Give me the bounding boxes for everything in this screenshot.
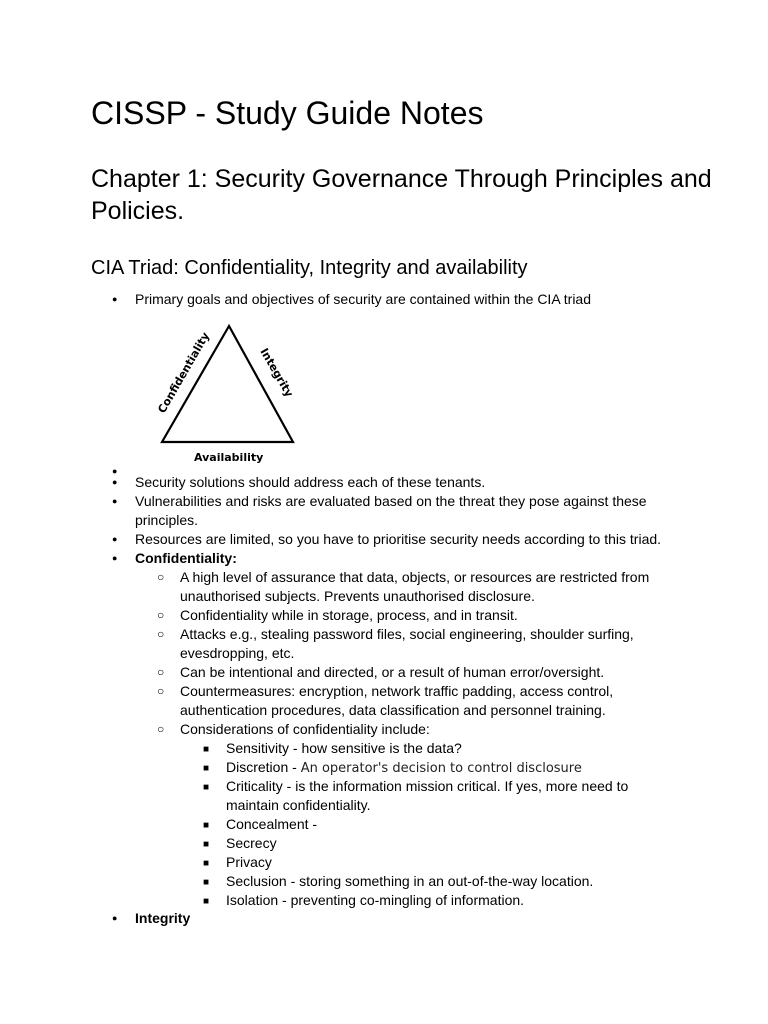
square-bullet-icon (203, 872, 209, 893)
consideration-criticality: Criticality - is the information mission critical. If yes, more need to (226, 778, 629, 794)
square-bullet-icon (203, 853, 209, 874)
sub-bullet-icon (157, 624, 164, 644)
sub-bullet-text: Can be intentional and directed, or a result of human error/oversight. (180, 664, 605, 680)
bullet-text: Resources are limited, so you have to prioritise security needs according to this triad. (135, 531, 662, 547)
integrity-heading: Integrity (135, 910, 191, 926)
chapter-heading: Chapter 1: Security Governance Through Principles and Policies. (91, 165, 712, 225)
square-bullet-icon (203, 777, 209, 798)
sub-bullet-icon (157, 662, 164, 682)
bullet-icon (112, 549, 117, 570)
bullet-text: Security solutions should address each of these tenants. (135, 474, 486, 490)
availability-label: Availability (194, 451, 264, 464)
sub-bullet-icon (157, 567, 164, 587)
square-bullet-icon (203, 891, 209, 912)
bullet-icon (112, 530, 117, 551)
consideration-criticality-continued: maintain confidentiality. (226, 797, 371, 813)
consideration-privacy: Privacy (226, 854, 272, 870)
consideration-seclusion: Seclusion - storing something in an out-of-the-way location. (226, 873, 594, 889)
sub-bullet-text: Confidentiality while in storage, process, and in transit. (180, 607, 518, 623)
intro-bullet-text: Primary goals and objectives of security are contained within the CIA triad (135, 291, 592, 307)
consideration-isolation: Isolation - preventing co-mingling of information. (226, 892, 525, 908)
sub-bullet-icon (157, 681, 164, 701)
bullet-icon (112, 473, 117, 494)
bullet-icon (112, 909, 117, 930)
sub-bullet-text-continued: evesdropping, etc. (180, 645, 295, 661)
sub-bullet-text: A high level of assurance that data, objects, or resources are restricted from (180, 569, 650, 585)
confidentiality-label: Confidentiality (155, 330, 213, 416)
consideration-sensitivity: Sensitivity - how sensitive is the data? (226, 740, 462, 756)
discretion-description: An operator's decision to control disclosure (300, 761, 582, 776)
document-title: CISSP - Study Guide Notes (91, 95, 484, 131)
cia-triad-diagram (150, 320, 310, 470)
square-bullet-icon (203, 815, 209, 836)
sub-bullet-icon (157, 719, 164, 739)
bullet-text: Vulnerabilities and risks are evaluated based on the threat they pose against these (135, 493, 647, 509)
square-bullet-icon (203, 834, 209, 855)
consideration-discretion (226, 758, 582, 778)
square-bullet-icon (203, 739, 209, 760)
sub-bullet-text: Considerations of confidentiality include: (180, 721, 430, 737)
sub-bullet-icon (157, 605, 164, 625)
consideration-secrecy: Secrecy (226, 835, 277, 851)
bullet-icon (112, 492, 117, 513)
bullet-icon (112, 290, 117, 311)
sub-bullet-text: Attacks e.g., stealing password files, social engineering, shoulder surfing, (180, 626, 634, 642)
discretion-prefix: Discretion - (226, 759, 301, 775)
section-heading: CIA Triad: Confidentiality, Integrity and availability (91, 257, 528, 279)
sub-bullet-text-continued: authentication procedures, data classification and personnel training. (180, 702, 606, 718)
bullet-text-continued: principles. (135, 512, 199, 528)
sub-bullet-text: Countermeasures: encryption, network traffic padding, access control, (180, 683, 614, 699)
sub-bullet-text-continued: unauthorised subjects. Prevents unauthorised disclosure. (180, 588, 535, 604)
consideration-concealment: Concealment - (226, 816, 318, 832)
confidentiality-heading: Confidentiality: (135, 550, 237, 566)
integrity-label: Integrity (257, 346, 296, 400)
square-bullet-icon (203, 758, 209, 779)
